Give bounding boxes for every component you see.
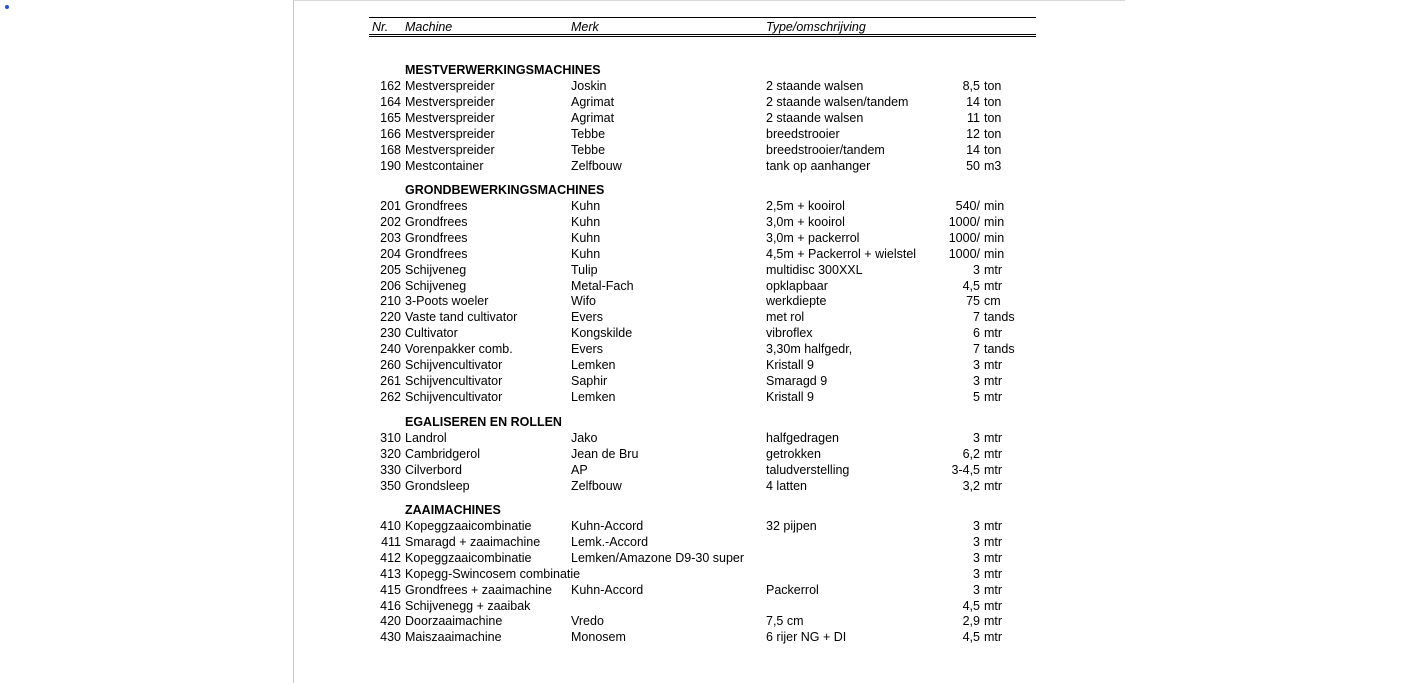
table-row [0,534,1416,550]
row-merk: Agrimat [571,110,615,125]
row-number: 410 [380,519,401,533]
column-header-machine: Machine [405,20,453,34]
row-unit: mtr [984,373,1003,388]
row-type: 2,5m + kooirol [766,199,845,213]
row-machine: Mestverspreider [405,79,495,93]
row-number: 201 [380,199,401,213]
column-header-merk: Merk [571,20,599,34]
table-row [0,462,1416,478]
row-value: 14 [966,94,980,109]
row-merk: Metal-Fach [571,278,634,293]
row-value: 3 [973,519,980,533]
row-number: 203 [380,230,401,245]
row-value: 14 [966,142,980,157]
row-unit: mtr [984,478,1003,493]
row-number: 165 [380,110,401,125]
row-machine: Grondsleep [405,478,470,493]
row-type: opklapbaar [766,278,828,293]
row-merk: Monosem [571,630,626,645]
row-merk: Lemken/Amazone D9-30 super [571,550,745,565]
row-type: halfgedragen [766,431,839,445]
table-row [0,198,1416,214]
row-number: 210 [380,294,401,309]
row-type: 3,0m + kooirol [766,214,845,229]
row-machine: Schijvencultivator [405,389,503,404]
table-row [0,142,1416,158]
row-value: 75 [966,294,980,309]
row-value: 6 [973,326,980,341]
row-unit: min [984,199,1005,213]
row-unit: mtr [984,462,1003,477]
row-machine: 3-Poots woeler [405,294,489,309]
row-machine: Schijvencultivator [405,358,503,372]
row-type: 3,0m + packerrol [766,230,860,245]
row-merk: Tebbe [571,126,606,141]
row-value: 11 [967,110,980,125]
row-number: 230 [380,326,401,341]
row-machine: Grondfrees + zaaimachine [405,582,552,597]
row-machine: Schijveneg [405,262,467,277]
row-value: 3 [973,550,980,565]
row-merk: Jean de Bru [571,446,639,461]
row-unit: mtr [984,519,1003,533]
row-merk: Evers [571,310,603,325]
row-machine: Schijveneg [405,278,467,293]
row-type: 2 staande walsen [766,79,864,93]
row-merk: Kuhn [571,199,601,213]
row-value: 2,9 [962,614,980,629]
row-unit: mtr [984,446,1003,461]
row-machine: Vaste tand cultivator [405,310,518,325]
row-unit: tands [984,342,1015,357]
row-merk: Zelfbouw [571,478,622,493]
row-unit: mtr [984,262,1003,277]
header-bottom-rule [369,34,1036,35]
table-row [0,550,1416,566]
table-row [0,446,1416,462]
row-number: 416 [380,598,401,613]
row-value: 6,2 [962,446,980,461]
row-number: 205 [380,262,401,277]
row-number: 262 [380,389,401,404]
row-number: 168 [380,142,401,157]
row-unit: mtr [984,566,1003,581]
row-machine: Doorzaaimachine [405,614,503,629]
row-value: 4,5 [962,630,980,645]
row-type: werkdiepte [766,294,827,309]
row-value: 3 [973,431,980,445]
row-value: 50 [966,158,980,173]
row-type: Kristall 9 [766,358,814,372]
table-row [0,582,1416,598]
row-unit: ton [984,142,1002,157]
row-merk: Kuhn [571,246,601,261]
row-number: 190 [380,158,401,173]
row-merk: Tulip [571,262,598,277]
row-value: 7 [973,342,980,357]
row-unit: ton [984,79,1002,93]
section-title: MESTVERWERKINGSMACHINES [405,63,601,77]
row-value: 3 [973,358,980,372]
column-header-nr: Nr. [372,20,389,34]
row-type: 32 pijpen [766,519,817,533]
row-machine: Cilverbord [405,462,462,477]
row-unit: mtr [984,358,1003,372]
row-machine: Mestverspreider [405,126,495,141]
row-unit: ton [984,94,1002,109]
row-unit: mtr [984,550,1003,565]
row-merk: Kuhn [571,230,601,245]
bullet-dot [5,5,9,9]
row-number: 202 [380,214,401,229]
row-number: 430 [380,630,401,645]
row-value: 3,2 [962,478,980,493]
table-row [0,325,1416,341]
row-merk: Kuhn-Accord [571,582,644,597]
row-machine: Grondfrees [405,214,468,229]
row-unit: ton [984,126,1002,141]
row-type: 6 rijer NG + DI [766,630,847,645]
row-type: breedstrooier/tandem [766,142,885,157]
section-title: EGALISEREN EN ROLLEN [405,415,562,429]
row-value: 3 [973,534,980,549]
row-number: 164 [380,94,401,109]
row-value: 540/ [955,199,980,213]
row-value: 3 [973,262,980,277]
row-unit: mtr [984,389,1003,404]
row-merk: Jako [571,431,598,445]
row-number: 166 [380,126,401,141]
row-merk: Agrimat [571,94,615,109]
row-value: 1000/ [948,214,980,229]
table-row [0,566,1416,582]
table-row [0,341,1416,357]
row-type: 4,5m + Packerrol + wielstel [766,246,917,261]
row-type: Kristall 9 [766,389,814,404]
row-number: 220 [380,310,401,325]
row-machine: Maiszaaimachine [405,630,502,645]
row-merk: Kuhn [571,214,601,229]
row-unit: tands [984,310,1015,325]
row-machine: Schijvenegg + zaaibak [405,598,531,613]
row-unit: mtr [984,534,1003,549]
row-unit: mtr [984,278,1003,293]
column-header-type: Type/omschrijving [766,20,866,34]
row-number: 413 [380,566,401,581]
row-type: getrokken [766,446,821,461]
row-number: 420 [380,614,401,629]
row-machine: Kopeggzaaicombinatie [405,519,532,533]
row-type: 2 staande walsen/tandem [766,94,909,109]
table-row [0,389,1416,405]
row-machine: Mestcontainer [405,158,484,173]
row-unit: mtr [984,614,1003,629]
section-title: GRONDBEWERKINGSMACHINES [405,183,605,197]
row-number: 411 [381,534,401,549]
table-row [0,246,1416,262]
row-unit: mtr [984,431,1003,445]
header-top-rule [369,17,1036,18]
table-row [0,613,1416,629]
row-type: multidisc 300XXL [766,262,863,277]
row-unit: mtr [984,598,1003,613]
row-type: Smaragd 9 [766,373,828,388]
row-number: 204 [380,246,401,261]
row-machine: Smaragd + zaaimachine [405,534,541,549]
row-value: 7 [973,310,980,325]
row-type: breedstrooier [766,126,840,141]
row-merk: Tebbe [571,142,606,157]
row-number: 162 [380,79,401,93]
row-number: 320 [380,446,401,461]
row-unit: mtr [984,630,1003,645]
row-merk: Saphir [571,373,608,388]
section-title: ZAAIMACHINES [405,503,501,517]
row-value: 3 [973,566,980,581]
row-number: 260 [380,358,401,372]
table-row [0,278,1416,294]
row-machine: Grondfrees [405,230,468,245]
row-merk: Joskin [571,79,607,93]
row-machine: Mestverspreider [405,110,495,125]
table-row [0,309,1416,325]
row-unit: cm [984,294,1001,309]
row-type: 3,30m halfgedr, [766,342,853,357]
row-merk: Kongskilde [571,326,633,341]
row-type: tank op aanhanger [766,158,871,173]
row-number: 412 [380,550,401,565]
row-merk: Lemk.-Accord [571,534,649,549]
row-merk: AP [571,462,588,477]
row-value: 3 [973,582,980,597]
table-row [0,158,1416,174]
row-unit: mtr [984,582,1003,597]
table-row [0,293,1416,309]
header-bottom-rule-double [369,36,1036,37]
row-unit: mtr [984,326,1003,341]
row-machine: Grondfrees [405,199,468,213]
row-type: 7,5 cm [766,614,804,629]
row-value: 1000/ [948,230,980,245]
row-number: 206 [380,278,401,293]
table-row [0,357,1416,373]
row-value: 4,5 [962,278,980,293]
row-unit: ton [984,110,1002,125]
row-machine: Cultivator [405,326,458,341]
row-value: 3 [973,373,980,388]
row-unit: min [984,214,1005,229]
row-type: taludverstelling [766,462,850,477]
row-machine: Schijvencultivator [405,373,503,388]
table-row [0,478,1416,494]
row-machine: Landrol [405,431,447,445]
row-type: vibroflex [766,326,813,341]
row-unit: min [984,246,1005,261]
row-number: 240 [380,342,401,357]
table-row [0,518,1416,534]
row-machine: Kopeggzaaicombinatie [405,550,532,565]
row-value: 3-4,5 [951,462,980,477]
row-merk: Evers [571,342,603,357]
row-number: 350 [380,478,401,493]
row-value: 1000/ [948,246,980,261]
table-row [0,230,1416,246]
table-row [0,94,1416,110]
table-row [0,262,1416,278]
row-number: 415 [380,582,401,597]
row-type: Packerrol [766,582,819,597]
row-unit: m3 [984,158,1002,173]
row-value: 5 [973,389,980,404]
row-type: met rol [766,310,805,325]
row-machine: Vorenpakker comb. [405,342,513,357]
row-value: 12 [966,126,980,141]
row-value: 8,5 [962,79,980,93]
row-number: 310 [380,431,401,445]
table-row [0,110,1416,126]
row-merk: Zelfbouw [571,158,622,173]
table-row [0,214,1416,230]
row-machine: Cambridgerol [405,446,481,461]
row-type: 2 staande walsen [766,110,864,125]
row-merk: Vredo [571,614,604,629]
table-row [0,373,1416,389]
row-type: 4 latten [766,478,808,493]
table-row [0,598,1416,614]
row-machine: Grondfrees [405,246,468,261]
row-number: 261 [380,373,401,388]
row-merk: Lemken [571,389,616,404]
row-merk: Lemken [571,358,616,372]
row-value: 4,5 [962,598,980,613]
table-row [0,78,1416,94]
row-machine: Mestverspreider [405,142,495,157]
row-machine: Kopegg-Swincosem combinatie [405,566,581,581]
row-unit: min [984,230,1005,245]
table-row [0,430,1416,446]
row-merk: Kuhn-Accord [571,519,644,533]
row-number: 330 [380,462,401,477]
row-merk: Wifo [571,294,596,309]
row-machine: Mestverspreider [405,94,495,109]
table-row [0,629,1416,645]
table-row [0,126,1416,142]
